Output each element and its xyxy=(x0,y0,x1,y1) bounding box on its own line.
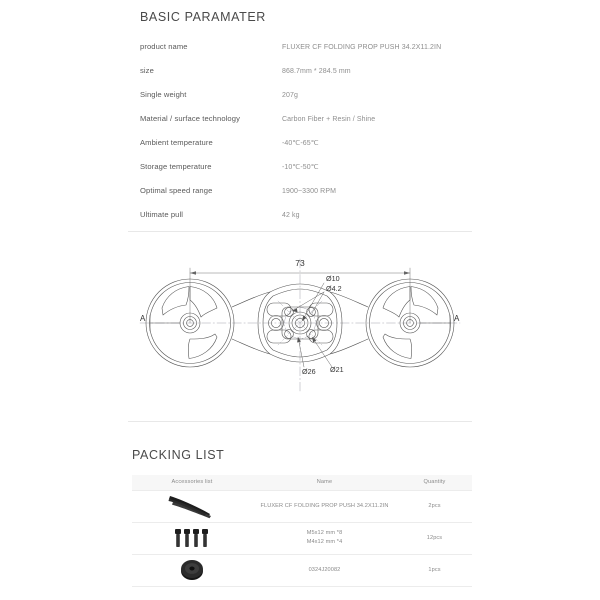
accessory-qty-cell: 2pcs xyxy=(397,490,472,522)
param-label: Single weight xyxy=(140,90,187,99)
param-label: Material / surface technology xyxy=(140,114,240,123)
param-row xyxy=(140,42,470,66)
accessory-name-line2: M4x12 mm *4 xyxy=(306,539,343,545)
param-value: 42 kg xyxy=(282,212,300,219)
table-header xyxy=(132,475,472,490)
packing-list-title: PACKING LIST xyxy=(132,448,225,462)
param-value: -40℃-65℃ xyxy=(282,140,319,147)
accessory-name: FLUXER CF FOLDING PROP PUSH 34.2X11.2IN xyxy=(260,502,389,509)
section-label-right: A xyxy=(454,314,460,323)
param-label: Ultimate pull xyxy=(140,210,184,219)
table-header-row xyxy=(132,475,472,490)
packing-list-table xyxy=(132,475,472,587)
param-row xyxy=(140,90,470,114)
callout-d10: Ø10 xyxy=(326,274,340,283)
param-label: size xyxy=(140,66,154,75)
callout-d26: Ø26 xyxy=(302,367,316,376)
packing-list-section xyxy=(132,448,472,587)
column-header-accessories: Accessories list xyxy=(132,475,252,490)
section-divider-top xyxy=(128,231,472,232)
hub-washer-icon xyxy=(178,558,206,582)
screws-icon xyxy=(172,527,212,549)
callout-d21: Ø21 xyxy=(330,365,344,374)
basic-parameter-section xyxy=(140,10,470,234)
param-row xyxy=(140,66,470,90)
param-row xyxy=(140,186,470,210)
section-mark-right xyxy=(420,315,450,331)
table-row xyxy=(132,490,472,522)
propeller-blades-icon xyxy=(164,493,220,519)
param-value: 207g xyxy=(282,92,298,99)
param-label: Ambient temperature xyxy=(140,138,213,147)
accessory-name-cell xyxy=(252,490,397,522)
param-value: FLUXER CF FOLDING PROP PUSH 34.2X11.2IN xyxy=(282,44,442,51)
technical-drawing xyxy=(128,245,472,410)
table-row xyxy=(132,522,472,554)
section-label-left: A xyxy=(140,314,146,323)
param-label: Storage temperature xyxy=(140,162,212,171)
param-label: Optimal speed range xyxy=(140,186,213,195)
accessory-name: 0324J20082 xyxy=(308,566,341,573)
table-body xyxy=(132,490,472,586)
accessory-image-cell xyxy=(132,554,252,586)
accessory-image-cell xyxy=(132,490,252,522)
param-value: 1900~3300 RPM xyxy=(282,188,337,195)
accessory-qty-cell: 1pcs xyxy=(397,554,472,586)
column-header-name: Name xyxy=(252,475,397,490)
table-row xyxy=(132,554,472,586)
accessory-image-cell xyxy=(132,522,252,554)
param-value: -10℃-50℃ xyxy=(282,164,319,171)
param-label: product name xyxy=(140,42,188,51)
basic-parameter-title: BASIC PARAMATER xyxy=(140,10,266,24)
propeller-cad-drawing xyxy=(128,245,472,410)
accessory-qty-cell: 12pcs xyxy=(397,522,472,554)
accessory-name-cell xyxy=(252,554,397,586)
section-divider-bottom xyxy=(128,421,472,422)
column-header-quantity: Quantity xyxy=(397,475,472,490)
param-value: 868.7mm * 284.5 mm xyxy=(282,68,351,75)
param-row xyxy=(140,114,470,138)
param-value: Carbon Fiber + Resin / Shine xyxy=(282,116,376,123)
param-row xyxy=(140,162,470,186)
accessory-name-cell xyxy=(252,522,397,554)
param-row xyxy=(140,138,470,162)
accessory-name: M5x12 mm *8 xyxy=(306,530,343,537)
callout-d42: Ø4.2 xyxy=(326,284,342,293)
dimension-label-width: 73 xyxy=(295,258,305,268)
section-mark-left xyxy=(150,315,180,331)
